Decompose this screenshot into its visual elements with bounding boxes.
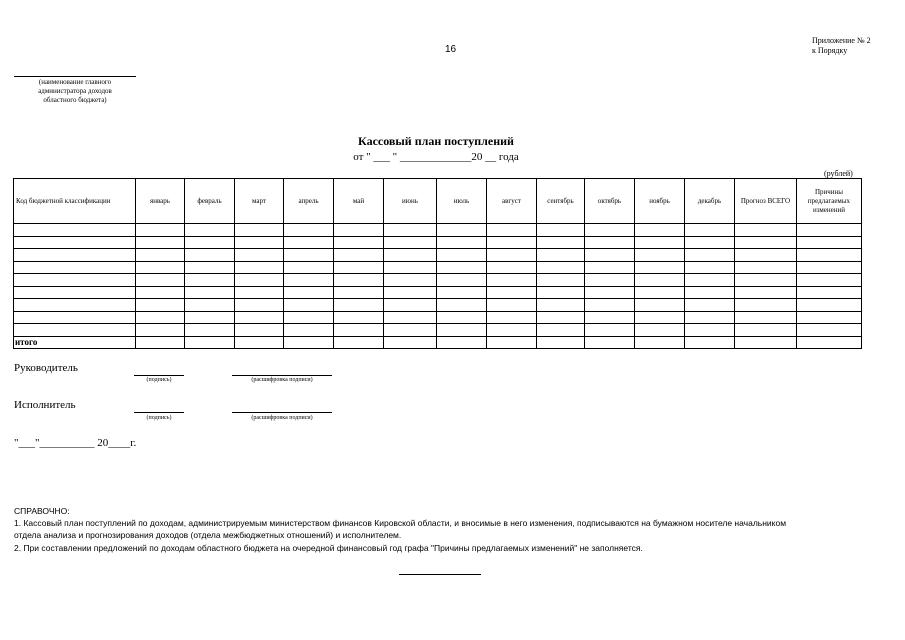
table-cell <box>585 224 635 237</box>
table-cell <box>537 311 585 324</box>
table-cell <box>635 286 685 299</box>
admin-caption-line: областного бюджета) <box>43 96 107 104</box>
table-cell <box>487 311 537 324</box>
admin-caption-line: администратора доходов <box>38 87 112 95</box>
table-cell <box>437 324 487 337</box>
table-row <box>14 324 862 337</box>
table-cell <box>384 249 437 262</box>
table-cell <box>384 286 437 299</box>
column-header: Код бюджетной классификации <box>14 179 136 224</box>
table-cell <box>185 224 235 237</box>
table-cell <box>685 249 735 262</box>
table-cell <box>384 311 437 324</box>
table-cell <box>384 274 437 287</box>
table-cell <box>334 274 384 287</box>
table-cell <box>284 224 334 237</box>
appendix-line: к Порядку <box>812 46 848 55</box>
table-cell <box>136 286 185 299</box>
table-cell <box>735 224 797 237</box>
table-cell <box>14 236 136 249</box>
table-cell <box>537 299 585 312</box>
signature-role-head: Руководитель <box>14 362 78 374</box>
table-cell <box>384 324 437 337</box>
table-cell <box>437 236 487 249</box>
table-cell <box>136 299 185 312</box>
admin-caption <box>14 78 136 105</box>
table-cell <box>685 336 735 348</box>
table-row <box>14 274 862 287</box>
table-cell <box>284 336 334 348</box>
signing-date: "___"__________ 20____г. <box>14 437 137 449</box>
table-cell <box>136 236 185 249</box>
table-cell <box>537 249 585 262</box>
table-cell <box>14 286 136 299</box>
table-cell <box>384 299 437 312</box>
document-date-line: от " ___ " _____________20 __ года <box>353 151 519 163</box>
table-cell <box>797 311 862 324</box>
page-number: 16 <box>445 44 457 55</box>
table-cell <box>235 261 284 274</box>
table-cell <box>635 336 685 348</box>
table-cell <box>797 249 862 262</box>
table-cell <box>487 336 537 348</box>
table-cell <box>235 274 284 287</box>
table-cell <box>685 324 735 337</box>
table-cell <box>635 261 685 274</box>
table-cell <box>185 249 235 262</box>
table-cell <box>14 249 136 262</box>
table-cell <box>284 261 334 274</box>
table-header-row <box>14 179 862 224</box>
column-header: ноябрь <box>635 179 685 224</box>
column-header: апрель <box>284 179 334 224</box>
table-cell <box>635 324 685 337</box>
table-cell <box>334 236 384 249</box>
table-cell <box>537 336 585 348</box>
signature-role-executor: Исполнитель <box>14 399 76 411</box>
table-row <box>14 299 862 312</box>
table-cell <box>797 336 862 348</box>
table-cell <box>14 311 136 324</box>
signature-line-head <box>134 375 184 376</box>
table-cell <box>635 274 685 287</box>
table-cell <box>537 274 585 287</box>
table-cell <box>437 311 487 324</box>
end-of-document-line <box>399 574 481 575</box>
table-cell <box>384 236 437 249</box>
table-cell <box>185 311 235 324</box>
table-row <box>14 249 862 262</box>
table-cell <box>537 286 585 299</box>
table-cell <box>235 286 284 299</box>
table-cell <box>284 249 334 262</box>
table-cell <box>585 286 635 299</box>
table-cell <box>487 324 537 337</box>
table-cell <box>14 224 136 237</box>
column-header: февраль <box>185 179 235 224</box>
table-cell <box>487 274 537 287</box>
table-cell <box>487 286 537 299</box>
table-cell <box>635 249 685 262</box>
table-cell <box>797 236 862 249</box>
column-header: октябрь <box>585 179 635 224</box>
table-cell <box>136 261 185 274</box>
table-cell <box>487 224 537 237</box>
table-cell <box>537 261 585 274</box>
table-cell <box>487 299 537 312</box>
table-row <box>14 261 862 274</box>
table-cell <box>437 249 487 262</box>
notes-heading: СПРАВОЧНО: <box>14 506 70 516</box>
table-cell <box>384 336 437 348</box>
column-header: июль <box>437 179 487 224</box>
table-cell <box>685 224 735 237</box>
signature-line-executor <box>134 412 184 413</box>
table-cell <box>685 299 735 312</box>
table-cell <box>185 324 235 337</box>
table-cell <box>537 324 585 337</box>
table-cell <box>635 236 685 249</box>
table-cell <box>284 286 334 299</box>
admin-caption-line: (наименование главного <box>38 78 112 86</box>
name-caption-head: (расшифровка подписи) <box>251 377 313 383</box>
table-cell <box>797 261 862 274</box>
column-header: июнь <box>384 179 437 224</box>
table-cell <box>334 224 384 237</box>
table-cell <box>235 236 284 249</box>
table-cell <box>635 311 685 324</box>
table-cell <box>136 274 185 287</box>
table-cell <box>185 236 235 249</box>
table-cell <box>14 324 136 337</box>
note-item-1-continued: отдела анализа и прогнозирования доходов (отдела межбюджетных отношений) и исполнителем. <box>14 530 402 540</box>
table-cell <box>334 299 384 312</box>
table-cell <box>185 336 235 348</box>
table-cell <box>437 261 487 274</box>
table-cell <box>487 236 537 249</box>
admin-name-line <box>14 76 136 77</box>
table-row <box>14 311 862 324</box>
table-cell <box>585 274 635 287</box>
note-item-2: 2. При составлении предложений по доходам областного бюджета на очередной финансовый год графа "Причины предлагаемых изменений" не заполняется. <box>14 543 643 553</box>
table-cell <box>735 274 797 287</box>
table-cell <box>537 236 585 249</box>
table-cell <box>136 336 185 348</box>
table-cell <box>14 274 136 287</box>
table-cell <box>585 249 635 262</box>
table-cell <box>685 261 735 274</box>
cash-plan-table <box>13 178 862 349</box>
table-cell <box>797 299 862 312</box>
table-cell <box>334 261 384 274</box>
table-cell <box>185 299 235 312</box>
column-header: январь <box>136 179 185 224</box>
column-header: май <box>334 179 384 224</box>
table-cell <box>585 324 635 337</box>
table-cell <box>537 224 585 237</box>
table-cell <box>735 311 797 324</box>
table-cell <box>735 261 797 274</box>
table-cell <box>685 286 735 299</box>
column-header: март <box>235 179 284 224</box>
table-row <box>14 236 862 249</box>
table-cell <box>185 286 235 299</box>
table-cell <box>437 286 487 299</box>
table-cell <box>735 299 797 312</box>
table-cell <box>585 236 635 249</box>
table-cell <box>334 286 384 299</box>
table-cell <box>136 224 185 237</box>
total-row <box>14 336 862 348</box>
table-cell <box>797 286 862 299</box>
table-row <box>14 286 862 299</box>
table-cell <box>235 249 284 262</box>
table-cell <box>437 299 487 312</box>
table-cell <box>735 249 797 262</box>
table-cell <box>235 224 284 237</box>
table-cell <box>235 299 284 312</box>
table-cell <box>735 286 797 299</box>
table-cell <box>585 311 635 324</box>
table-cell <box>685 274 735 287</box>
table-cell <box>685 236 735 249</box>
table-cell <box>185 274 235 287</box>
table-cell <box>487 261 537 274</box>
table-cell <box>585 336 635 348</box>
appendix-reference <box>812 36 871 56</box>
table-cell <box>437 274 487 287</box>
table-cell <box>136 249 185 262</box>
table-cell <box>284 274 334 287</box>
table-cell <box>585 299 635 312</box>
table-cell <box>284 311 334 324</box>
table-cell <box>585 261 635 274</box>
column-header: август <box>487 179 537 224</box>
table-row <box>14 224 862 237</box>
table-cell <box>797 224 862 237</box>
signature-caption-executor: (подпись) <box>146 415 172 421</box>
table-cell <box>635 299 685 312</box>
table-cell <box>334 336 384 348</box>
table-cell <box>284 299 334 312</box>
name-line-executor <box>232 412 332 413</box>
units-label: (рублей) <box>824 169 853 178</box>
column-header: сентябрь <box>537 179 585 224</box>
table-cell <box>334 324 384 337</box>
table-cell <box>14 261 136 274</box>
signature-caption-head: (подпись) <box>146 377 172 383</box>
name-caption-executor: (расшифровка подписи) <box>251 415 313 421</box>
table-cell <box>235 311 284 324</box>
table-cell <box>735 336 797 348</box>
table-cell <box>235 336 284 348</box>
column-header: Прогноз ВСЕГО <box>735 179 797 224</box>
table-cell <box>384 261 437 274</box>
total-label: итого <box>14 336 136 348</box>
appendix-line: Приложение № 2 <box>812 36 871 45</box>
name-line-head <box>232 375 332 376</box>
table-cell <box>235 324 284 337</box>
table-cell <box>14 299 136 312</box>
table-cell <box>685 311 735 324</box>
table-cell <box>136 324 185 337</box>
table-cell <box>185 261 235 274</box>
table-cell <box>334 311 384 324</box>
table-cell <box>384 224 437 237</box>
table-cell <box>334 249 384 262</box>
table-cell <box>437 224 487 237</box>
table-cell <box>487 249 537 262</box>
column-header: Причины предлагаемых изменений <box>797 179 862 224</box>
note-item-1: 1. Кассовый план поступлений по доходам, администрируемым министерством финансов Кировской области, и вносимые в него изменения, подписываются на бумажном носителе начальником <box>14 518 787 528</box>
table-cell <box>635 224 685 237</box>
table-cell <box>284 324 334 337</box>
table-cell <box>136 311 185 324</box>
table-cell <box>797 324 862 337</box>
table-cell <box>735 236 797 249</box>
table-cell <box>797 274 862 287</box>
table-cell <box>437 336 487 348</box>
document-title: Кассовый план поступлений <box>358 134 514 148</box>
table-cell <box>735 324 797 337</box>
column-header: декабрь <box>685 179 735 224</box>
table-cell <box>284 236 334 249</box>
